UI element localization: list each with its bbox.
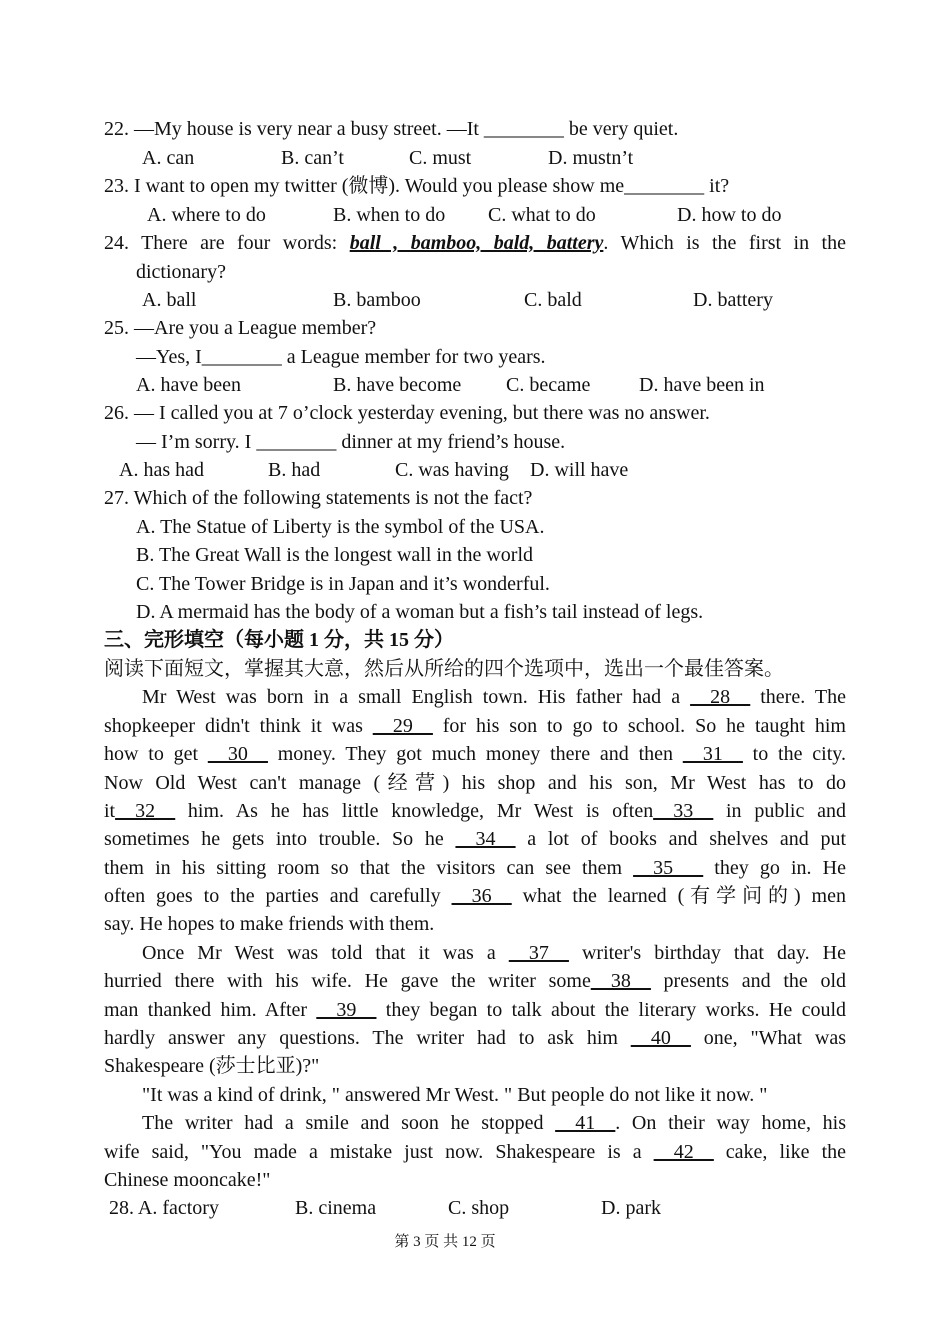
- q25-stem-line2: —Yes, I________ a League member for two years.: [136, 346, 546, 368]
- page-number-footer: 第 3 页 共 12 页: [394, 1234, 496, 1250]
- passage-text: writer's birthday that day. He: [568, 942, 846, 964]
- q23-option-a: A. where to do: [147, 204, 266, 226]
- blank-37: __37__: [508, 942, 569, 964]
- passage-line: Shakespeare (莎士比亚)?": [104, 1055, 320, 1077]
- q24-word-list: ball , bamboo, bald, battery: [349, 232, 604, 254]
- q23-option-d: D. how to do: [677, 204, 782, 226]
- passage-text: . On their way home, his: [615, 1112, 847, 1134]
- blank-42: __42__: [653, 1141, 714, 1163]
- section-3-title-text-mid: 分，共: [319, 629, 389, 651]
- passage-text: hurried there with his wife. He gave the writer some: [104, 970, 591, 992]
- blank-32: __32__: [115, 800, 176, 822]
- passage-text: The writer had a smile and soon he stopped: [142, 1112, 556, 1134]
- passage-text: him. As he has little knowledge, Mr West is often: [175, 800, 654, 822]
- q24-option-d: D. battery: [693, 289, 773, 311]
- passage-line: Now Old West can't manage (经营) his shop and his son, Mr West has to do: [104, 772, 846, 794]
- passage-line: "It was a kind of drink, " answered Mr West. " But people do not like it now. ": [142, 1084, 768, 1106]
- passage-text: what the learned (有学问的) men: [511, 885, 846, 907]
- q22-stem: 22. —My house is very near a busy street. —It ________ be very quiet.: [104, 118, 679, 140]
- q24-option-c: C. bald: [524, 289, 582, 311]
- q23-option-b: B. when to do: [333, 204, 446, 226]
- passage-text: a lot of books and shelves and put: [515, 828, 847, 850]
- q25-option-c: C. became: [506, 374, 591, 396]
- q23-stem: 23. I want to open my twitter (微博). Would you please show me________ it?: [104, 175, 730, 197]
- passage-text: shopkeeper didn't think it was: [104, 715, 373, 737]
- q26-option-a: A. has had: [119, 459, 204, 481]
- q24-stem-line2: dictionary?: [136, 261, 226, 283]
- q27-stem: 27. Which of the following statements is not the fact?: [104, 487, 533, 509]
- section-3-title: [104, 626, 454, 654]
- passage-text: money. They got much money there and then: [267, 743, 683, 765]
- passage-text: cake, like the: [713, 1141, 846, 1163]
- q28-option-c: C. shop: [448, 1197, 510, 1219]
- passage-text: in public and: [713, 800, 846, 822]
- blank-34: __34__: [455, 828, 516, 850]
- q26-stem-line2: — I’m sorry. I ________ dinner at my friend’s house.: [136, 431, 566, 453]
- passage-text: man thanked him. After: [104, 999, 317, 1021]
- passage-text: presents and the old: [650, 970, 847, 992]
- q26-option-b: B. had: [268, 459, 321, 481]
- passage-text: Once Mr West was told that it was a: [142, 942, 509, 964]
- passage-line: [104, 967, 846, 995]
- passage-text: for his son to go to school. So he taught him: [432, 715, 846, 737]
- passage-line: [104, 1024, 846, 1052]
- blank-28: __28__: [690, 686, 751, 708]
- passage-text: there. The: [750, 686, 846, 708]
- q25-stem: 25. —Are you a League member?: [104, 317, 377, 339]
- q27-option-c: C. The Tower Bridge is in Japan and it’s wonderful.: [136, 573, 550, 595]
- q24-stem: [104, 229, 846, 257]
- q25-option-b: B. have become: [333, 374, 462, 396]
- passage-line: [142, 939, 846, 967]
- blank-35: __35___: [633, 857, 704, 879]
- q22-option-a: A. can: [142, 147, 195, 169]
- passage-line: [104, 996, 846, 1024]
- q26-stem: 26. — I called you at 7 o’clock yesterday evening, but there was no answer.: [104, 402, 710, 424]
- passage-line: [104, 797, 846, 825]
- blank-30: __30__: [207, 743, 268, 765]
- blank-39: __39__: [316, 999, 377, 1021]
- passage-text: them in his sitting room so that the visitors can see them: [104, 857, 634, 879]
- q26-option-c: C. was having: [395, 459, 509, 481]
- blank-38: __38__: [590, 970, 651, 992]
- q22-option-b: B. can’t: [281, 147, 344, 169]
- passage-line: Chinese mooncake!": [104, 1169, 271, 1191]
- passage-line: [142, 1109, 846, 1137]
- passage-text: wife said, "You made a mistake just now. Shakespeare is a: [104, 1141, 654, 1163]
- q22-option-d: D. mustn’t: [548, 147, 634, 169]
- passage-text: they began to talk about the literary works. He could: [376, 999, 846, 1021]
- blank-36: __36__: [451, 885, 512, 907]
- passage-text: one, "What was: [690, 1027, 846, 1049]
- q24-stem-text: 24. There are four words:: [104, 232, 350, 254]
- blank-33: __33__: [653, 800, 714, 822]
- passage-line: [104, 854, 846, 882]
- passage-text: hardly answer any questions. The writer had to ask him: [104, 1027, 631, 1049]
- passage-line: [104, 712, 846, 740]
- section-3-instruction: 阅读下面短文，掌握其大意，然后从所给的四个选项中，选出一个最佳答案。: [104, 658, 784, 680]
- passage-text: it: [104, 800, 116, 822]
- passage-line: [104, 825, 846, 853]
- section-3-points-each: 1: [309, 629, 319, 651]
- passage-line: [104, 740, 846, 768]
- passage-text: how to get: [104, 743, 208, 765]
- blank-29: __29__: [372, 715, 433, 737]
- passage-text: to the city.: [742, 743, 847, 765]
- blank-41: __41__: [555, 1112, 616, 1134]
- q24-option-b: B. bamboo: [333, 289, 421, 311]
- q28-option-b: B. cinema: [295, 1197, 377, 1219]
- passage-line: say. He hopes to make friends with them.: [104, 913, 435, 935]
- section-3-title-text-end: 分）: [409, 629, 454, 651]
- q25-option-d: D. have been in: [639, 374, 765, 396]
- q26-option-d: D. will have: [530, 459, 629, 481]
- q22-option-c: C. must: [409, 147, 472, 169]
- q28-option-a: 28. A. factory: [109, 1197, 219, 1219]
- passage-text: often goes to the parties and carefully: [104, 885, 452, 907]
- q28-option-d: D. park: [601, 1197, 661, 1219]
- q27-option-b: B. The Great Wall is the longest wall in the world: [136, 544, 534, 566]
- passage-text: Mr West was born in a small English town. His father had a: [142, 686, 691, 708]
- q24-stem-text-end: . Which is the first in the: [603, 232, 846, 254]
- q27-option-a: A. The Statue of Liberty is the symbol of the USA.: [136, 516, 545, 538]
- section-3-points-total: 15: [389, 629, 409, 651]
- passage-line: [104, 1138, 846, 1166]
- passage-line: [104, 882, 846, 910]
- passage-line: [142, 683, 846, 711]
- passage-text: they go in. He: [703, 857, 846, 879]
- q25-option-a: A. have been: [136, 374, 241, 396]
- blank-40: __40__: [630, 1027, 691, 1049]
- passage-text: sometimes he gets into trouble. So he: [104, 828, 456, 850]
- blank-31: __31__: [682, 743, 743, 765]
- q23-option-c: C. what to do: [488, 204, 596, 226]
- section-3-title-text: 三、完形填空（每小题: [104, 629, 309, 651]
- q27-option-d: D. A mermaid has the body of a woman but a fish’s tail instead of legs.: [136, 601, 704, 623]
- q24-option-a: A. ball: [142, 289, 197, 311]
